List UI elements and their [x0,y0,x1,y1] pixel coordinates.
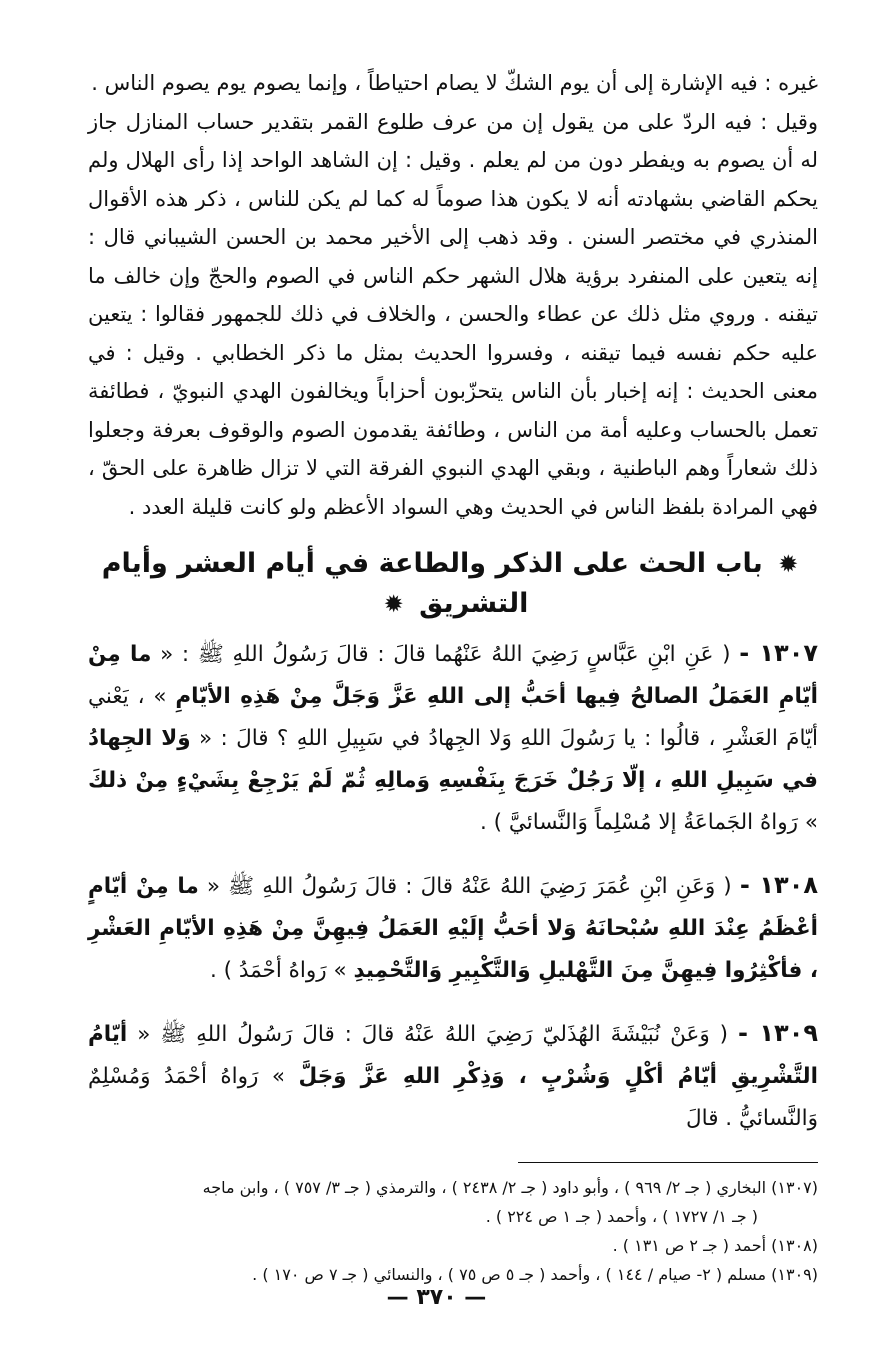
star-ornament-icon: ✹ [383,590,404,618]
hadith-1307 [88,632,818,844]
page-number: — ٣٧٠ — [386,1285,487,1310]
hadith-1309 [88,1012,818,1140]
page-body [88,64,818,1289]
star-ornament-icon: ✹ [778,550,799,578]
footnote-divider [518,1162,818,1163]
footnote-1307: (١٣٠٧) البخاري ( جـ ٢/ ٩٦٩ ) ، وأبو داود ( جـ ٢/ ٢٤٣٨ ) ، والترمذي ( جـ ٣/ ٧٥٧ ) ، وابن ماجه [202,1178,818,1197]
hadith-text: وَلا الجِهادُ في سَبِيلِ اللهِ ، إلّا رَجُلٌ خَرَجَ بِنَفْسِهِ وَمالِهِ ثُمّ لَمْ يَرْجِعْ بِشَيْءٍ مِنْ ذلكَ [88,726,818,793]
intro-paragraph-2: وقيل : فيه الردّ على من يقول إن من عرف طلوع القمر بتقدير حساب المنازل جاز له أن يصوم به ويفطر دون من لم يعلم . وقيل : إن الشاهد الواحد إذا رأى الهلال ولم يحكم القاضي بشهادته أنه لا يكون هذا صوماً له كما لم يكن للناس ، ذكر هذه الأقوال المنذري في مختصر السنن . وقد ذهب إلى الأخير محمد بن الحسن الشيباني قال : إنه يتعين على المنفرد برؤية هلال الشهر حكم الناس في الصوم والحجّ وإن خالف ما تيقنه . وروي مثل ذلك عن عطاء والحسن ، والخلاف في ذلك للجمهور فقالوا : يتعين عليه حكم نفسه فيما تيقنه ، وفسروا الحديث بمثل ما ذكر الخطابي . وقيل : في معنى الحديث : إنه إخبار بأن الناس يتحزّبون أحزاباً ويخالفون الهدي النبويّ ، فطائفة تعمل بالحساب وعليه أمة من الناس ، وطائفة يقدمون الصوم والوقوف بعرفة وجعلوا ذلك شعاراً وهم الباطنية ، وبقي الهدي النبوي الفرقة التي لا تزال ظاهرة على الحقّ ، فهي المرادة بلفظ الناس في الحديث وهي السواد الأعظم ولو كانت قليلة العدد . [88,109,818,519]
hadith-text: ما مِنْ أيّامٍ أعْظَمُ عِنْدَ اللهِ سُبْحانَهُ وَلا أحَبُّ إلَيْهِ العَمَلُ فِيهِنَّ مِنْ هَذِهِ الأيّامِ العَشْرِ ، فأكْثِرُوا فِيهِنَّ مِنَ التَّهْليلِ وَالتَّكْبِيرِ وَالتَّحْمِيدِ [88,874,818,983]
hadith-text: ما مِنْ أيّامِ العَمَلُ الصالحُ فِيها أحَبُّ إلى اللهِ عَزَّ وَجَلَّ مِنْ هَذِهِ الأيّامِ [88,642,818,709]
hadith-number: ١٣٠٨ - [739,871,818,899]
footnote-1309: (١٣٠٩) مسلم ( ٢- صيام / ١٤٤ ) ، وأحمد ( جـ ٥ ص ٧٥ ) ، والنسائي ( جـ ٧ ص ١٧٠ ) . [252,1265,818,1284]
chapter-title: باب الحث على الذكر والطاعة في أيام العشر وأيام التشريق [101,548,763,619]
hadith-1308 [88,864,818,992]
hadith-source: » رَواهُ أحْمَدُ ) . [209,958,354,983]
intro-paragraph-1: غيره : فيه الإشارة إلى أن يوم الشكّ لا يصام احتياطاً ، وإنما يصوم يوم يصوم الناس . [91,71,818,95]
hadith-text: أيّامُ التَّشْرِيقِ أيّامُ أكْلٍ وَشُرْبٍ ، وَذِكْرِ اللهِ عَزَّ وَجَلَّ [88,1022,818,1089]
footnote-1307-continued: ( جـ ١/ ١٧٢٧ ) ، وأحمد ( جـ ١ ص ٢٢٤ ) . [485,1207,758,1226]
hadith-chain: ( وَعَنِ ابْنِ عُمَرَ رَضِيَ اللهُ عَنْهُ قالَ : قالَ رَسُولُ اللهِ ﷺ « [198,874,732,899]
hadith-number: ١٣٠٧ - [739,639,818,667]
hadith-narration: » ، يَعْني أيّامَ العَشْرِ ، قالُوا : يا رَسُولَ اللهِ وَلا الجِهادُ في سَبِيلِ اللهِ ؟ قالَ : « [88,684,818,751]
chapter-heading [88,544,818,624]
hadith-chain: ( عَنِ ابْنِ عَبَّاسٍ رَضِيَ اللهُ عَنْهُما قالَ : قالَ رَسُولُ اللهِ ﷺ : « [151,642,731,667]
hadith-source: » رَواهُ أحْمَدُ وَمُسْلِمٌ وَالنَّسائيُّ . قالَ [88,1064,818,1131]
hadith-chain: ( وَعَنْ نُبَيْشَةَ الهُذَليّ رَضِيَ اللهُ عَنْهُ قالَ : قالَ رَسُولُ اللهِ ﷺ « [127,1022,729,1047]
footnote-1308: (١٣٠٨) أحمد ( جـ ٢ ص ١٣١ ) . [612,1236,818,1255]
hadith-number: ١٣٠٩ - [738,1019,818,1047]
hadith-source: » رَواهُ الجَماعَةُ إلا مُسْلِماً وَالنَّسائيَّ ) . [479,810,818,835]
